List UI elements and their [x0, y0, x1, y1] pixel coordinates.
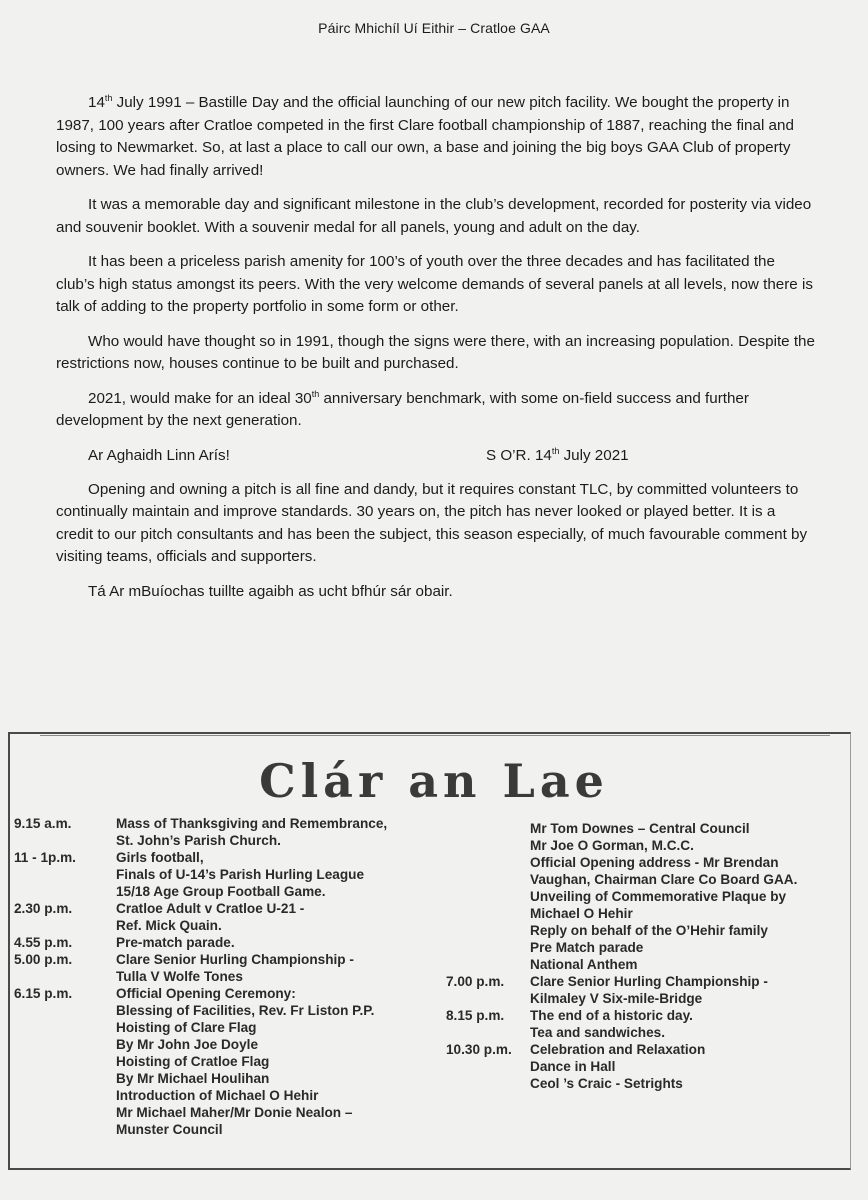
schedule-detail-line: The end of a historic day. [530, 1008, 693, 1023]
p5-before: 2021, would make for an ideal 30 [88, 389, 312, 407]
paragraph-5 [56, 388, 816, 433]
schedule-entry [446, 1007, 866, 1041]
schedule-detail-line: Official Opening Ceremony: [116, 986, 296, 1001]
schedule-detail-line: Vaughan, Chairman Clare Co Board GAA. [530, 872, 798, 887]
schedule-details [530, 1041, 866, 1092]
schedule-entry [14, 849, 434, 900]
schedule-detail-line: Blessing of Facilities, Rev. Fr Liston P.P. [116, 1003, 375, 1018]
schedule-detail-line: Munster Council [116, 1122, 223, 1137]
schedule-time [446, 820, 530, 973]
schedule-title: Clár an Lae [259, 754, 609, 808]
schedule-time: 9.15 a.m. [14, 816, 72, 831]
paragraph-1 [56, 92, 816, 182]
schedule-detail-line: Ceol ’s Craic - Setrights [530, 1076, 683, 1091]
schedule-detail-line: Introduction of Michael O Hehir [116, 1088, 319, 1103]
schedule-detail-line: Cratloe Adult v Cratloe U-21 - [116, 901, 305, 916]
paragraph-4: Who would have thought so in 1991, though the signs were there, with an increasing population. Despite the restrictions now, houses continue to be built and purchased. [56, 332, 815, 372]
schedule-detail-line: Hoisting of Cratloe Flag [116, 1054, 270, 1069]
signature-text: S O’R. 14 [486, 446, 552, 464]
schedule-details [530, 973, 866, 1007]
schedule-detail-line: Tulla V Wolfe Tones [116, 969, 243, 984]
schedule-detail-line: Michael O Hehir [530, 906, 633, 921]
schedule-detail-line: Tea and sandwiches. [530, 1025, 665, 1040]
schedule-right-column [446, 820, 866, 1092]
schedule-detail-line: Pre-match parade. [116, 935, 235, 950]
schedule-detail-line: National Anthem [530, 957, 638, 972]
schedule-detail-line: Kilmaley V Six-mile-Bridge [530, 991, 703, 1006]
schedule-time: 8.15 p.m. [446, 1008, 505, 1023]
schedule-detail-line: Reply on behalf of the O’Hehir family [530, 923, 768, 938]
schedule-detail-line: 15/18 Age Group Football Game. [116, 884, 326, 899]
schedule-time: 5.00 p.m. [14, 952, 73, 967]
schedule-detail-line: Mr Joe O Gorman, M.C.C. [530, 838, 694, 853]
signoff-greeting: Ar Aghaidh Linn Arís! [88, 446, 230, 464]
schedule-time: 11 - 1p.m. [14, 850, 76, 865]
p5-sup: th [311, 388, 320, 399]
schedule-entry [14, 900, 434, 934]
schedule-detail-line: Mr Tom Downes – Central Council [530, 821, 750, 836]
schedule-detail-line: Hoisting of Clare Flag [116, 1020, 257, 1035]
p5-after: anniversary benchmark, with some on-field success and further development by the next generation. [56, 389, 749, 429]
schedule-entry [14, 985, 434, 1138]
schedule-detail-line: Ref. Mick Quain. [116, 918, 222, 933]
schedule-details [116, 951, 434, 985]
paragraph-6: Opening and owning a pitch is all fine and dandy, but it requires constant TLC, by committed volunteers to continually maintain and improve standards. 30 years on, the pitch has never looked or played better. It is a credit to our pitch consultants and has been the subject, this season especially, of much favourable comment by visiting teams, officials and supporters. [56, 480, 808, 565]
schedule-detail-line: St. John’s Parish Church. [116, 833, 281, 848]
schedule-detail-line: Official Opening address - Mr Brendan [530, 855, 779, 870]
schedule-detail-line: Celebration and Relaxation [530, 1042, 706, 1057]
schedule-time: 7.00 p.m. [446, 974, 505, 989]
signoff-signature [486, 445, 629, 468]
paragraph-7: Tá Ar mBuíochas tuillte agaibh as ucht bfhúr sár obair. [88, 582, 453, 600]
schedule-details [116, 815, 434, 849]
schedule-detail-line: Finals of U-14’s Parish Hurling League [116, 867, 365, 882]
schedule-entry [446, 973, 866, 1007]
schedule-detail-line: Clare Senior Hurling Championship - [116, 952, 354, 967]
schedule-detail-line: Clare Senior Hurling Championship - [530, 974, 768, 989]
schedule-entry [446, 820, 866, 973]
schedule-time: 6.15 p.m. [14, 986, 73, 1001]
article-body [56, 92, 816, 615]
p1-text: July 1991 – Bastille Day and the official launching of our new pitch facility. We bought the property in 1987, 100 years after Cratloe competed in the first Clare football championship of 1887, reaching the final and losing to Newmarket. So, at last a place to call our own, a base and joining the big boys GAA Club of property owners. We had finally arrived! [56, 94, 794, 179]
schedule-details [116, 934, 434, 951]
schedule-detail-line: Mr Michael Maher/Mr Donie Nealon – [116, 1105, 353, 1120]
schedule-time: 10.30 p.m. [446, 1042, 512, 1057]
schedule-entry [14, 815, 434, 849]
schedule-detail-line: Pre Match parade [530, 940, 644, 955]
p1-sup: th [104, 92, 113, 103]
schedule-detail-line: Unveiling of Commemorative Plaque by [530, 889, 787, 904]
signoff-line [56, 445, 816, 467]
schedule-detail-line: Dance in Hall [530, 1059, 616, 1074]
schedule-time: 2.30 p.m. [14, 901, 73, 916]
schedule-entry [14, 951, 434, 985]
schedule-details [530, 1007, 866, 1041]
schedule-detail-line: By Mr Michael Houlihan [116, 1071, 270, 1086]
schedule-detail-line: Mass of Thanksgiving and Remembrance, [116, 816, 388, 831]
schedule-left-column [14, 815, 434, 1138]
paragraph-2: It was a memorable day and significant milestone in the club’s development, recorded for posterity via video and souvenir booklet. With a souvenir medal for all panels, young and adult on the day. [56, 196, 812, 236]
schedule-detail-line: By Mr John Joe Doyle [116, 1037, 259, 1052]
schedule-entry [446, 1041, 866, 1092]
paragraph-3: It has been a priceless parish amenity for 100’s of youth over the three decades and has facilitated the club’s high status amongst its peers. With the very welcome demands of several panels at all levels, now there is talk of adding to the property portfolio in some form or other. [56, 253, 813, 315]
schedule-detail-line: Girls football, [116, 850, 204, 865]
schedule-details [116, 985, 434, 1138]
schedule-details [116, 849, 434, 900]
page-header: Páirc Mhichíl Uí Eithir – Cratloe GAA [318, 20, 550, 36]
signature-sup: th [551, 445, 560, 456]
p1-day: 14 [88, 94, 105, 111]
signature-date: July 2021 [559, 446, 629, 464]
schedule-entry [14, 934, 434, 951]
schedule-time: 4.55 p.m. [14, 935, 73, 950]
schedule-details [530, 820, 866, 973]
schedule-details [116, 900, 434, 934]
